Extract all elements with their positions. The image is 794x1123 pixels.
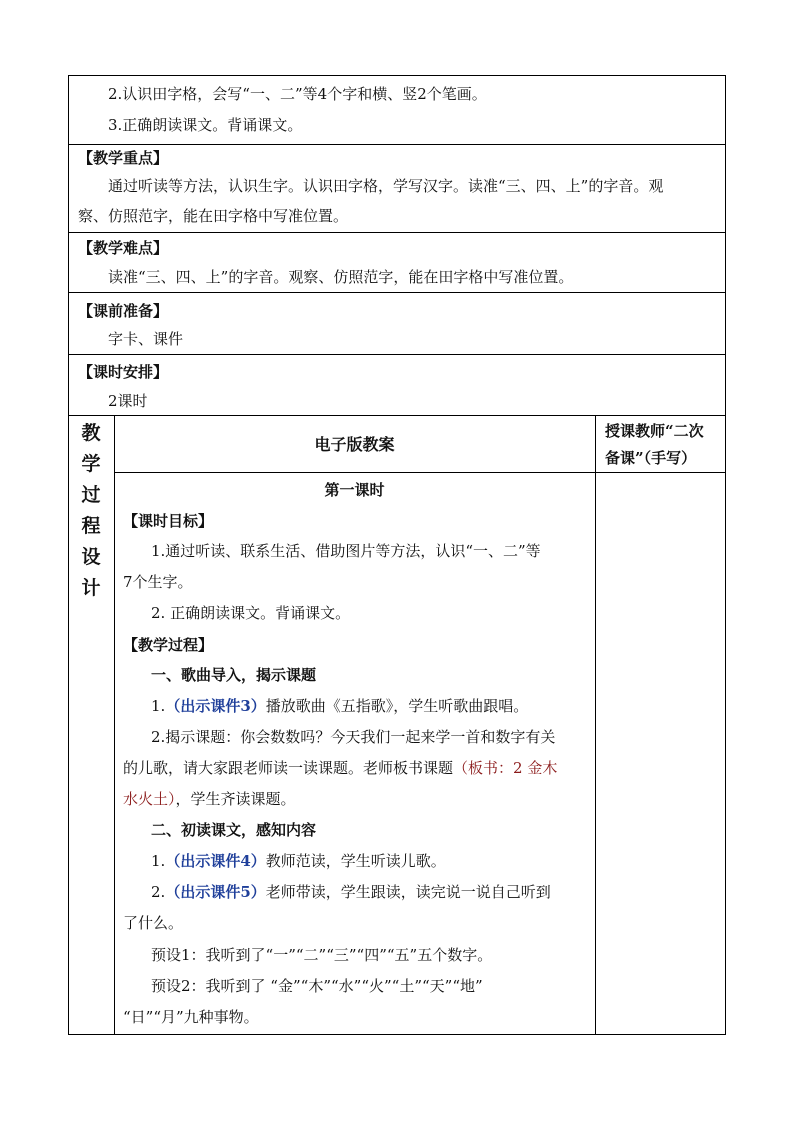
step-line xyxy=(123,789,296,809)
objective-line: 7个生字。 xyxy=(123,573,193,591)
lesson-plan-table xyxy=(68,75,726,1035)
step-number: 2. xyxy=(151,883,166,901)
main-column-header: 电子版教案 xyxy=(314,435,395,454)
step-text: 的儿歌，请大家跟老师读一读课题。老师板书课题 xyxy=(123,759,454,777)
preset-line: 预设2：我听到了 “金”“木”“水”“火”“土”“天”“地” xyxy=(151,977,483,995)
schedule-line: 2课时 xyxy=(108,392,148,410)
objective-line: 1.通过听读、联系生活、借助图片等方法，认识“一、二”等 xyxy=(151,542,541,560)
column-divider xyxy=(595,415,596,1035)
step-number: 1. xyxy=(151,852,166,870)
preset-line: 预设1：我听到了“一”“二”“三”“四”“五”五个数字。 xyxy=(151,946,493,964)
step-line: 了什么。 xyxy=(123,914,184,932)
step-text: 老师带读，学生跟读，读完说一说自己听到 xyxy=(265,883,551,901)
divider xyxy=(68,415,726,416)
courseware-tag: （出示课件4） xyxy=(165,852,266,870)
side-label-char: 设 xyxy=(81,546,101,568)
courseware-tag: （出示课件5） xyxy=(165,883,266,901)
board-note: （板书：2 金木 xyxy=(453,759,558,777)
key-points-line: 通过听读等方法，认识生字。认识田字格，学写汉字。读准“三、四、上”的字音。观 xyxy=(108,177,664,195)
step-text: 教师范读，学生听读儿歌。 xyxy=(265,852,446,870)
divider xyxy=(114,472,726,473)
difficulties-line: 读准“三、四、上”的字音。观察、仿照范字，能在田字格中写准位置。 xyxy=(108,268,574,286)
goal-3: 3.正确朗读课文。背诵课文。 xyxy=(108,116,303,134)
lesson-title: 第一课时 xyxy=(324,481,385,499)
divider xyxy=(68,292,726,293)
preset-line: “日”“月”九种事物。 xyxy=(123,1008,259,1026)
board-note: 水火土） xyxy=(123,790,176,808)
key-points-line: 察、仿照范字，能在田字格中写准位置。 xyxy=(78,207,349,225)
step-line xyxy=(151,696,528,716)
table-border-top xyxy=(68,75,726,76)
table-border-bottom xyxy=(68,1034,726,1035)
side-label-char: 过 xyxy=(81,484,101,506)
teacher-column-header: 授课教师“二次 xyxy=(605,422,704,440)
side-label xyxy=(68,418,114,604)
step-title: 一、歌曲导入，揭示课题 xyxy=(151,666,317,684)
side-label-char: 程 xyxy=(81,515,101,537)
key-points-heading: 【教学重点】 xyxy=(78,149,169,167)
divider xyxy=(68,232,726,233)
side-label-char: 学 xyxy=(81,453,101,475)
schedule-heading: 【课时安排】 xyxy=(78,363,169,381)
step-line: 2.揭示课题：你会数数吗？今天我们一起来学一首和数字有关 xyxy=(151,728,556,746)
step-text: 播放歌曲《五指歌》，学生听歌曲跟唱。 xyxy=(265,697,529,715)
teacher-column-header: 备课”（手写） xyxy=(605,449,697,467)
goal-2: 2.认识田字格，会写“一、二”等4个字和横、竖2个笔画。 xyxy=(108,85,487,103)
preparation-line: 字卡、课件 xyxy=(108,330,184,348)
objectives-heading: 【课时目标】 xyxy=(123,512,214,530)
objective-line: 2. 正确朗读课文。背诵课文。 xyxy=(151,604,351,622)
courseware-tag: （出示课件3） xyxy=(165,697,266,715)
preparation-heading: 【课前准备】 xyxy=(78,302,169,320)
difficulties-heading: 【教学难点】 xyxy=(78,239,169,257)
side-label-char: 计 xyxy=(81,577,101,599)
divider xyxy=(68,354,726,355)
step-text: ，学生齐读课题。 xyxy=(175,790,296,808)
step-line xyxy=(151,851,446,871)
step-line xyxy=(151,882,551,902)
divider xyxy=(68,144,726,145)
process-heading: 【教学过程】 xyxy=(123,636,214,654)
table-border-right xyxy=(725,75,726,1035)
step-title: 二、初读课文，感知内容 xyxy=(151,821,317,839)
column-divider xyxy=(114,415,115,1035)
step-number: 1. xyxy=(151,697,166,715)
step-line xyxy=(123,758,557,778)
side-label-char: 教 xyxy=(81,422,101,444)
